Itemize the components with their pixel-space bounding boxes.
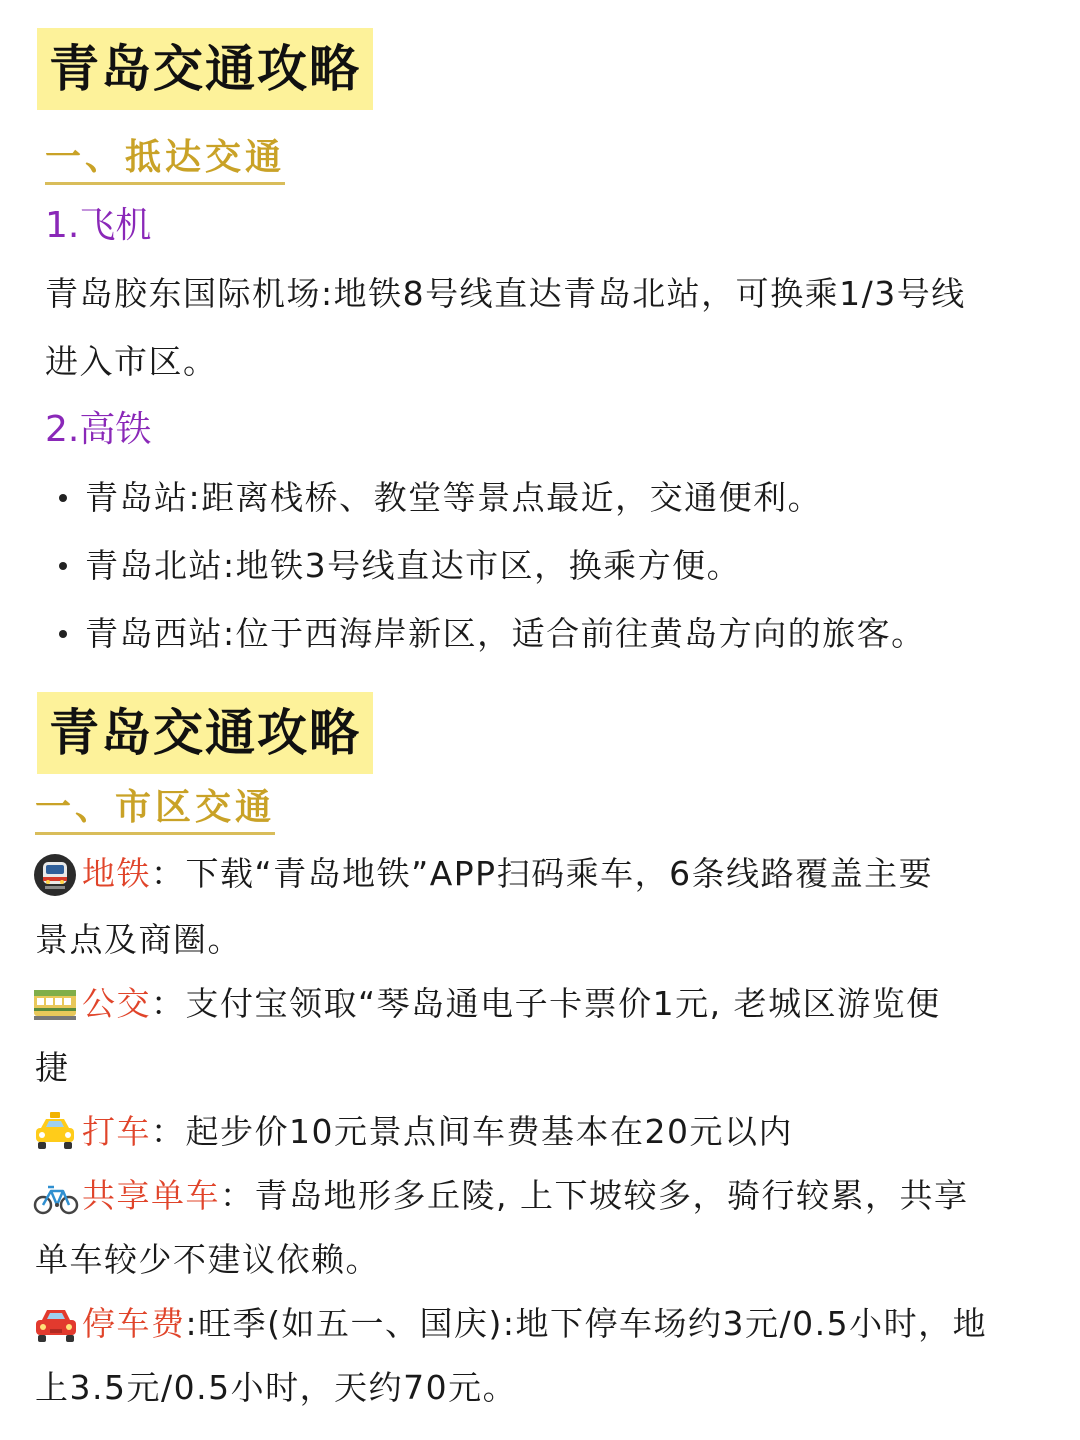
bus-label: 公交	[82, 984, 151, 1023]
taxi-label: 打车	[82, 1112, 151, 1151]
flight-text-line1: 青岛胶东国际机场:地铁8号线直达青岛北站，可换乘1/3号线	[45, 274, 966, 313]
transport-item-bike	[82, 1174, 968, 1218]
bullet-dot	[59, 630, 67, 638]
taxi-text: 起步价10元景点间车费基本在20元以内	[185, 1112, 793, 1151]
transport-item-taxi	[82, 1110, 793, 1154]
bike-text-line2: 单车较少不建议依赖。	[35, 1240, 380, 1279]
bus-text-line2: 捷	[35, 1048, 70, 1087]
subheading-rail: 2.高铁	[45, 409, 152, 450]
bike-label: 共享单车	[82, 1176, 220, 1215]
parking-text-line2: 上3.5元/0.5小时，天约70元。	[35, 1368, 518, 1407]
separator: :	[185, 1304, 199, 1343]
parking-label: 停车费	[82, 1304, 186, 1343]
parking-text: 旺季(如五一、国庆):地下停车场约3元/0.5小时，地	[198, 1304, 988, 1343]
flight-text-line2: 进入市区。	[45, 342, 218, 381]
page-title-2: 青岛交通攻略	[37, 692, 373, 774]
rail-bullet-qingdao-west: 青岛西站:位于西海岸新区，适合前往黄岛方向的旅客。	[85, 614, 926, 653]
bus-text: 支付宝领取“琴岛通电子卡票价1元, 老城区游览便	[185, 984, 941, 1023]
rail-bullet-qingdao-north: 青岛北站:地铁3号线直达市区，换乘方便。	[85, 546, 742, 585]
section-heading-arrival: 一、抵达交通	[45, 136, 285, 185]
bullet-dot	[59, 562, 67, 570]
bullet-dot	[59, 494, 67, 502]
separator: ：	[220, 1176, 255, 1215]
metro-text: 下载“青岛地铁”APP扫码乘车，6条线路覆盖主要	[185, 854, 934, 893]
transport-item-bus	[82, 982, 941, 1026]
car-icon	[33, 1302, 79, 1346]
metro-label: 地铁	[82, 854, 151, 893]
section-heading-city: 一、市区交通	[35, 786, 275, 835]
separator: ：	[151, 1112, 186, 1151]
separator: ：	[151, 854, 186, 893]
subheading-flight: 1.飞机	[45, 205, 152, 246]
page-title: 青岛交通攻略	[37, 28, 373, 110]
bicycle-icon	[33, 1178, 79, 1218]
taxi-icon	[33, 1110, 77, 1154]
separator: ：	[151, 984, 186, 1023]
bike-text: 青岛地形多丘陵, 上下坡较多，骑行较累，共享	[254, 1176, 969, 1215]
metro-icon	[33, 853, 77, 897]
transport-item-parking	[82, 1302, 987, 1346]
tram-icon	[33, 984, 77, 1024]
transport-item-metro	[82, 852, 933, 896]
metro-text-line2: 景点及商圈。	[35, 920, 242, 959]
rail-bullet-qingdao: 青岛站:距离栈桥、教堂等景点最近，交通便利。	[85, 478, 823, 517]
